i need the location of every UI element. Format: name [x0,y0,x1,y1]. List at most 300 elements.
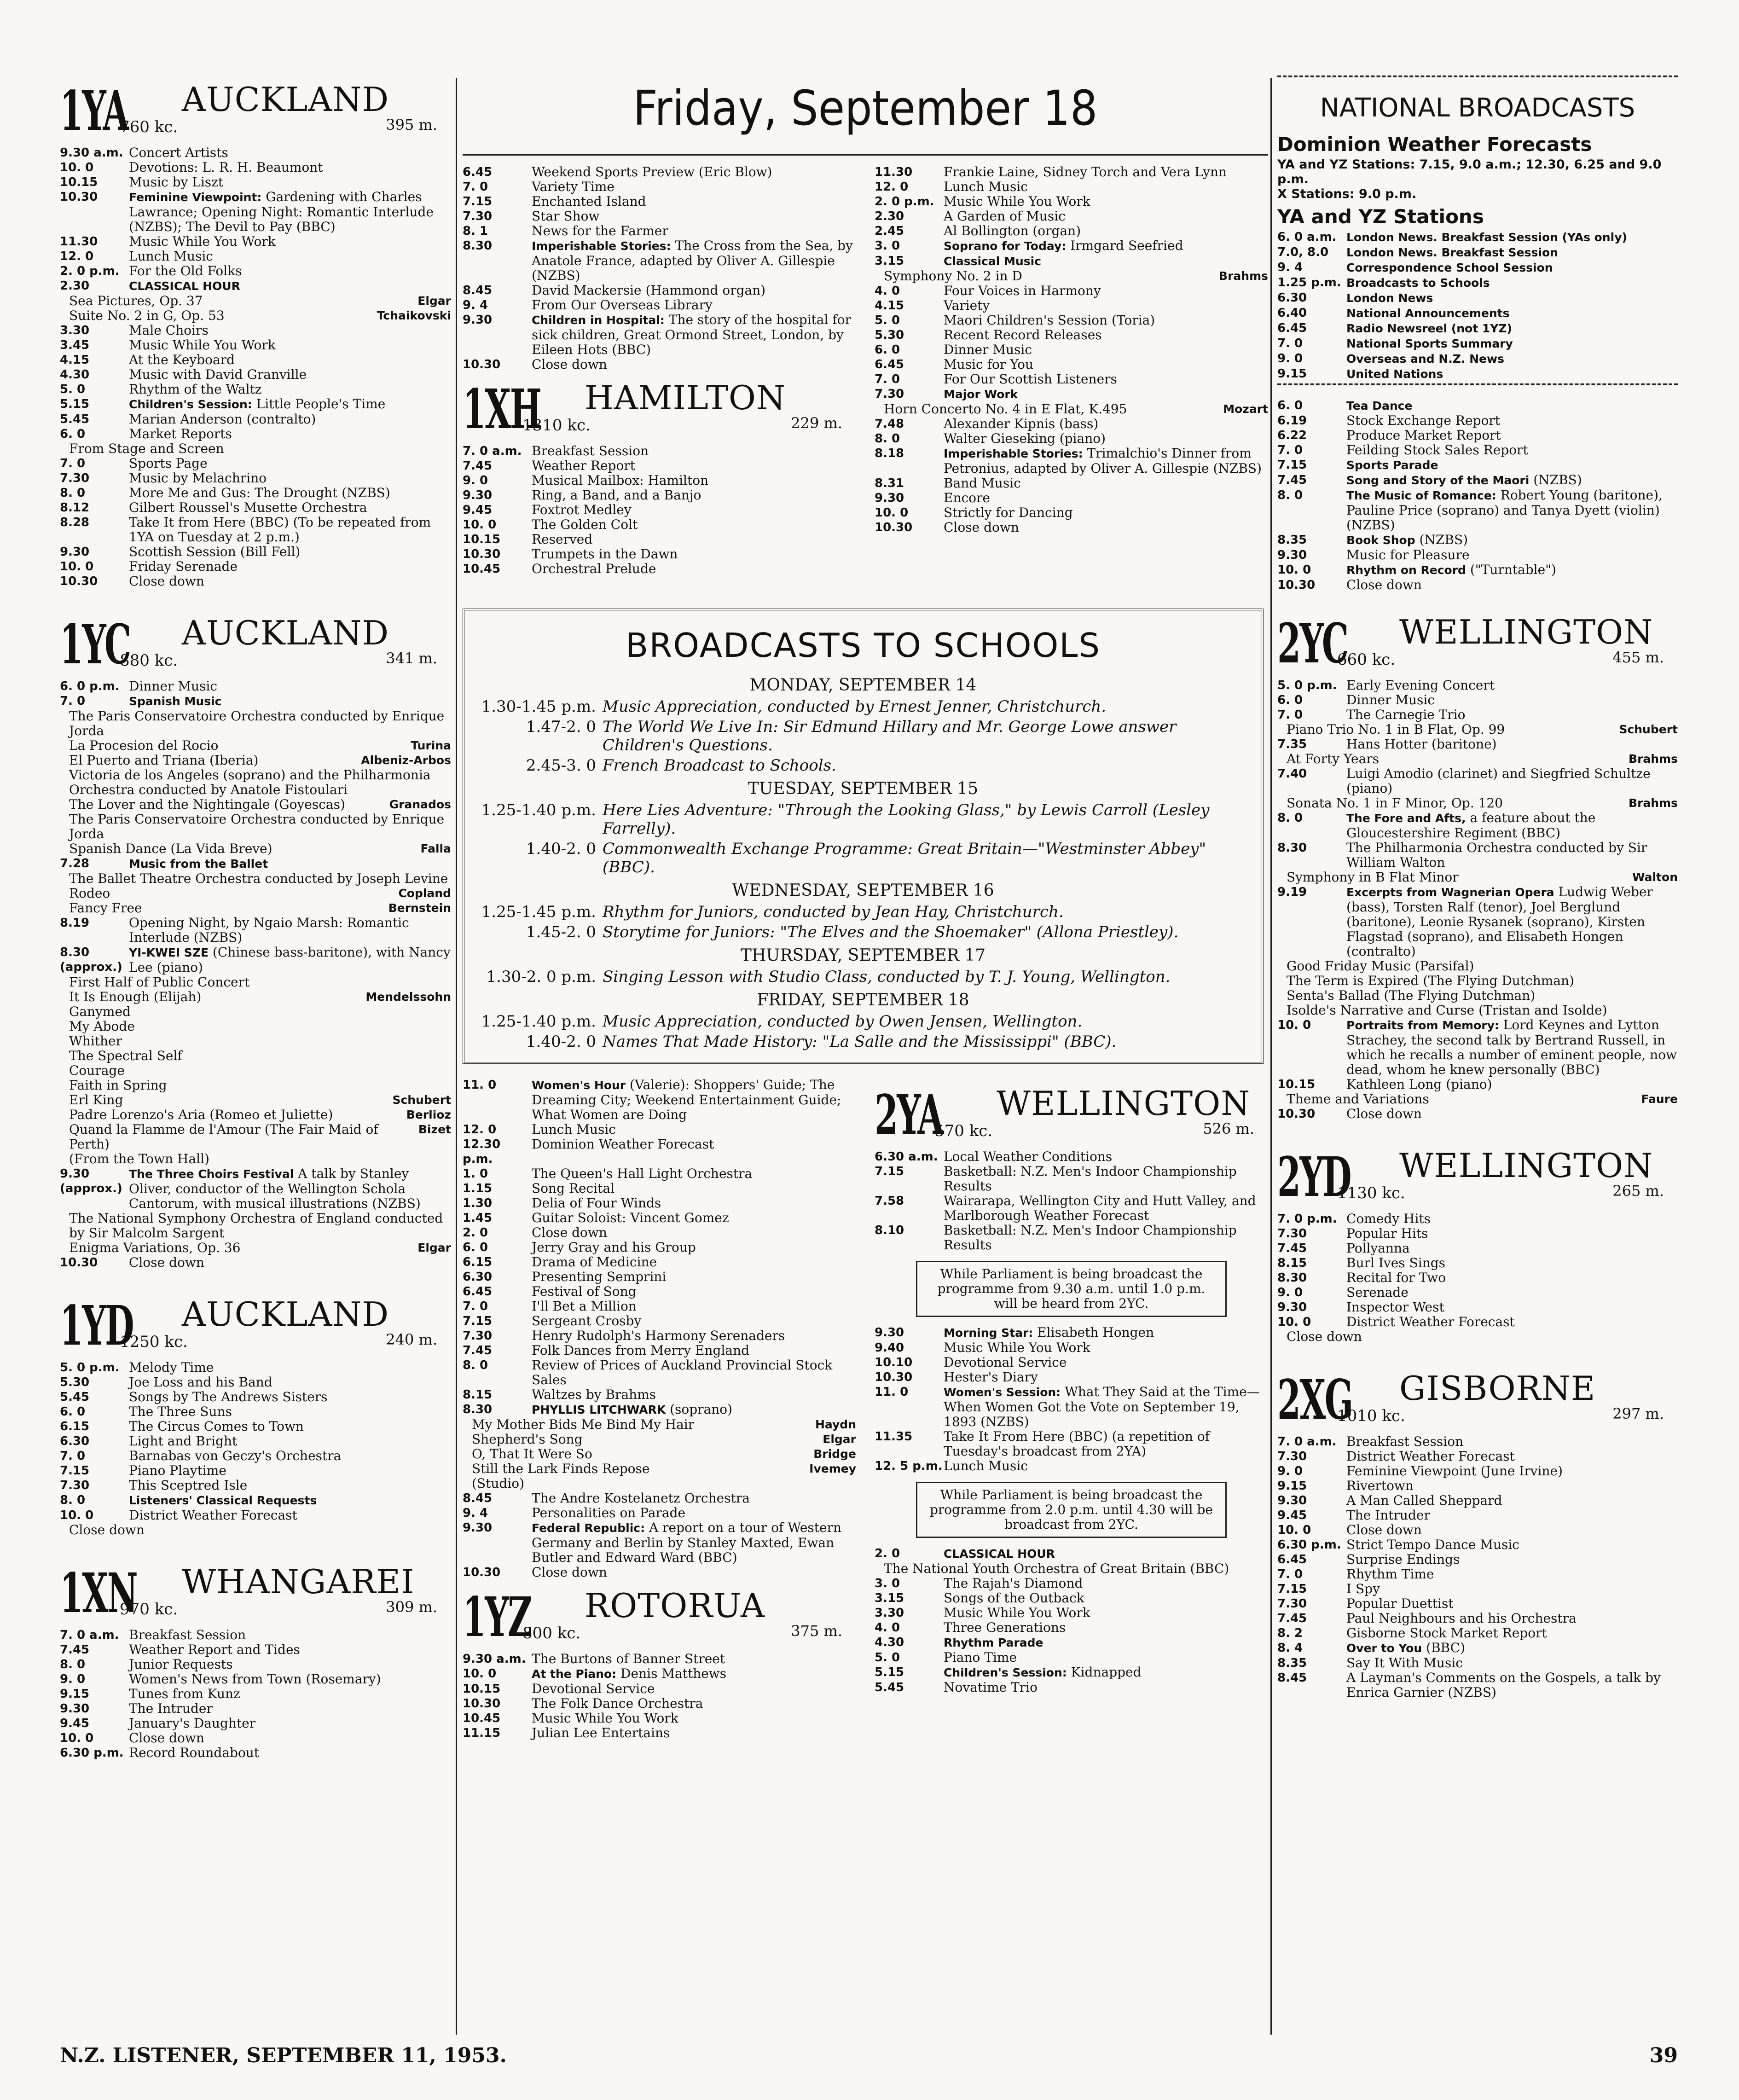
programme-time: 8.30 (approx.) [60,946,122,974]
programme-highlight: Spanish Music [129,695,222,708]
programme-highlight: At the Piano: [532,1667,617,1681]
programme-item [60,545,451,559]
programme-item [463,488,856,503]
composer: Haydn [815,1418,856,1431]
programme-time: 12. 0 [60,249,94,263]
programme-subitem [60,709,451,738]
page-footer [60,2044,1678,2067]
subitem-title: El Puerto and Triana (Iberia) [69,753,259,768]
programme-item [875,431,1268,446]
programme-item [463,503,856,517]
composer: Ivemey [809,1462,856,1475]
programme-title: Songs by The Andrews Sisters [129,1389,328,1404]
programme-highlight: Feminine Viewpoint: [129,191,262,204]
programme-title: Paul Neighbours and his Orchestra [1346,1611,1577,1626]
programme-time: 9.30 [875,1326,904,1340]
schools-description-text: French Broadcast to Schools. [603,756,836,775]
subitem-title: Still the Lark Finds Repose [472,1461,650,1476]
schools-description [603,1033,1245,1051]
column-middle [463,74,1268,1759]
programme-item [463,1166,856,1181]
page-title-text: Friday, September 18 [633,80,1098,136]
station-city: AUCKLAND [182,80,389,119]
programme-subitem [60,308,451,323]
station-city: GISBORNE [1399,1369,1596,1408]
programme-item [1277,413,1678,428]
programme-highlight: Listeners' Classical Requests [129,1494,317,1507]
programme-item [875,387,1268,402]
programme-subitem [1277,1092,1678,1107]
programme-time: 10.15 [463,1682,501,1696]
subitem-title: At Forty Years [1287,751,1380,766]
subitem-title: Theme and Variations [1287,1091,1429,1107]
programme-time: 10. 0 [1277,1018,1311,1032]
programme-time: 9. 0 [463,474,488,487]
programme-title: Frankie Laine, Sidney Torch and Vera Lynn [944,164,1227,180]
programme-time: 5. 0 p.m. [1277,679,1337,692]
programme-time: 7.30 [875,387,904,401]
programme-item [1277,290,1678,306]
programme-title: Music While You Work [129,234,276,249]
subitem-title: Piano Trio No. 1 in B Flat, Op. 99 [1287,722,1505,737]
station-section [1277,606,1678,1121]
programme-time: 6.45 [463,1285,493,1299]
programme-time: 7.15 [875,1165,904,1178]
subitem-title: It Is Enough (Elijah) [69,989,202,1004]
station-section [463,372,856,576]
programme-highlight: Book Shop [1346,534,1415,547]
programme-time: 7.28 [60,857,90,870]
programme-item [463,1314,856,1328]
programme-title: Weather Report and Tides [129,1642,300,1657]
decorative-rule [1277,383,1678,392]
programme-highlight: Children's Session: [944,1666,1067,1679]
programme-title: YI-KWEI SZE (Chinese bass-baritone), with Nancy Lee (piano) [129,945,451,975]
station-call-sign: 1YC [60,612,130,676]
programme-subitem [463,1417,856,1432]
programme-title: Portraits from Memory: Lord Keynes and Lytton Strachey, the second talk by Bertrand Russell, in which he recalls a number of eminent people, now dead, whom he knew personally (BBC) [1346,1017,1677,1077]
programme-item [875,224,1268,238]
station-section [463,1580,856,1740]
programme-item [1277,1596,1678,1611]
programme-title: Folk Dances from Merry England [532,1343,750,1358]
schools-time: 1.47-2. 0 [526,718,596,736]
programme-title: Take It From Here (BBC) (a repetition of Tuesday's broadcast from 2YA) [944,1429,1210,1459]
programme-title: Devotional Service [944,1355,1067,1370]
programme-item [875,1546,1268,1561]
station-call-sign: 1XN [60,1561,137,1625]
station-header [60,1288,451,1357]
programme-item [1277,275,1678,290]
programme-item [60,264,451,278]
programme-item [875,328,1268,342]
programme-title: Al Bollington (organ) [944,223,1081,238]
programme-title: Pollyanna [1346,1241,1410,1256]
programme-title: January's Daughter [129,1716,256,1731]
subitem-title: (Studio) [472,1476,525,1491]
programme-item [60,679,451,694]
programme-item [875,476,1268,491]
programme-time: 5. 0 [875,313,900,327]
programme-title: Stock Exchange Report [1346,413,1500,428]
programme-item [60,515,451,545]
programme-time: 6.15 [463,1255,493,1269]
programme-time: 8.35 [1277,1656,1307,1670]
programme-highlight: Portraits from Memory: [1346,1019,1499,1032]
programme-title: Lunch Music [532,1122,616,1137]
station-frequency: 570 kc. [934,1122,993,1140]
programme-title: The Intruder [1346,1508,1430,1523]
subitem-title: Courage [69,1063,125,1078]
programme-time: 8.45 [463,284,493,297]
programme-subitem [60,1108,451,1122]
programme-item [1277,578,1678,592]
programme-title: Breakfast Session [1346,1434,1464,1449]
station-wavelength: 455 m. [1612,649,1664,666]
programme-item [1277,548,1678,563]
programme-title: Delia of Four Winds [532,1195,661,1211]
schools-time: 2.45-3. 0 [526,756,596,775]
programme-item [1277,1226,1678,1241]
subitem-title: Padre Lorenzo's Aria (Romeo et Juliette) [69,1107,333,1122]
station-wavelength: 395 m. [386,116,437,133]
programme-time: 9. 4 [463,298,488,312]
programme-time: 9. 4 [463,1506,488,1520]
programme-item [1277,737,1678,752]
composer: Bridge [813,1447,856,1461]
schools-entry [481,718,1245,754]
programme-time: 7.30 [1277,1597,1307,1611]
subitem-title: The Paris Conservatoire Orchestra conducted by Enrique Jorda [69,812,445,841]
composer: Mendelssohn [365,990,451,1004]
programme-time: 10.15 [1277,1078,1316,1091]
programme-title: Feilding Stock Sales Report [1346,442,1528,458]
programme-title: Close down [944,520,1019,535]
programme-item [875,313,1268,328]
station-wavelength: 526 m. [1203,1120,1254,1137]
programme-item [60,471,451,486]
programme-item [875,1385,1268,1429]
programme-time: 7.30 [60,471,90,485]
subitem-title: Shepherd's Song [472,1432,583,1447]
programme-item [463,283,856,298]
programme-item [875,1149,1268,1164]
programme-title: Popular Hits [1346,1226,1428,1241]
programme-item [463,1284,856,1299]
programme-title: The Queen's Hall Light Orchestra [532,1166,753,1181]
programme-highlight: Sports Parade [1346,458,1438,472]
station-call-sign: 1YZ [463,1585,532,1649]
programme-time: 5.30 [60,1375,90,1389]
station-frequency: 800 kc. [522,1624,581,1642]
programme-time: 8.28 [60,516,90,529]
programme-time: 10.30 [1277,578,1316,592]
programme-item [463,1196,856,1211]
programme-item [60,1628,451,1642]
programme-time: 8.12 [60,501,90,515]
station-city: HAMILTON [585,378,786,417]
programme-subitem [1277,870,1678,885]
schools-description [603,756,1245,775]
programme-title: Jerry Gray and his Group [532,1240,696,1255]
programme-highlight: National Sports Summary [1346,337,1513,350]
programme-title [1346,230,1678,245]
programme-title: Tunes from Kunz [129,1686,240,1701]
programme-time: 8.30 [463,1403,493,1416]
subitem-title: Sonata No. 1 in F Minor, Op. 120 [1287,795,1503,811]
schools-description [603,1012,1245,1031]
programme-item [1277,1508,1678,1523]
programme-time: 7. 0 a.m. [1277,1435,1337,1449]
programme-time: 10. 0 [463,518,497,532]
programme-subitem [1277,752,1678,766]
programme-item [60,1390,451,1404]
programme-item [463,1299,856,1314]
programme-time: 5.15 [875,1665,904,1679]
programme-title: Close down [532,1225,607,1240]
schools-day: WEDNESDAY, SEPTEMBER 16 [732,881,994,900]
stations-heading: YA and YZ Stations [1277,205,1484,228]
programme-item [875,180,1268,194]
programme-item [60,1493,451,1508]
programme-title: A Man Called Sheppard [1346,1493,1502,1508]
programme-subitem [463,1476,856,1491]
programme-title: Basketball: N.Z. Men's Indoor Championship Results [944,1223,1237,1253]
schools-entry [481,923,1245,941]
station-header [463,1580,856,1649]
programme-time: 9.45 [1277,1508,1307,1522]
programme-time: 10.30 [60,190,98,204]
programme-subitem [875,402,1268,417]
programme-title: Joe Loss and his Band [129,1375,272,1390]
programme-item [1277,1300,1678,1315]
schools-day: TUESDAY, SEPTEMBER 15 [748,779,979,798]
programme-time: 7.30 [60,1479,90,1492]
programme-time: 2. 0 [875,1547,900,1560]
station-city: WHANGAREI [182,1562,415,1601]
schools-entry [481,840,1245,876]
programme-subitem [60,1523,451,1537]
programme-title: Piano Playtime [129,1463,226,1478]
programme-highlight: Major Work [944,388,1018,401]
programme-time: 3. 0 [875,239,900,253]
subitem-title: Symphony No. 2 in D [884,268,1022,284]
programme-item [1277,1018,1678,1077]
station-wavelength: 297 m. [1612,1405,1664,1422]
schools-description [603,697,1245,716]
programme-time: 1.45 [463,1211,493,1225]
programme-highlight: The Three Choirs Festival [129,1167,294,1181]
programme-highlight: Imperishable Stories: [944,447,1083,460]
programme-time: 10. 0 [463,1667,497,1681]
programme-highlight: Women's Hour [532,1079,626,1092]
programme-item [1277,366,1678,382]
programme-title: Opening Night, by Ngaio Marsh: Romantic Interlude (NZBS) [129,915,409,945]
programme-time: 8. 2 [1277,1626,1303,1640]
programme-item [60,945,451,975]
schools-entry [481,1033,1245,1051]
programme-time: 8.18 [875,447,904,460]
programme-item [60,338,451,353]
schools-time: 1.25-1.40 p.m. [481,1012,596,1031]
programme-title: Encore [944,490,990,505]
programme-item [60,190,451,234]
schools-time: 1.45-2. 0 [526,923,596,941]
programme-time: 9.30 [463,1521,493,1535]
programme-item [463,357,856,372]
programme-title: Male Choirs [129,323,209,338]
programme-time: 9.45 [60,1717,90,1730]
subitem-title: Rodeo [69,886,110,901]
programme-time: 10.30 [463,547,501,561]
programme-subitem [1277,988,1678,1003]
programme-item [463,532,856,547]
programme-time: 10.15 [60,175,98,189]
programme-subitem [463,1432,856,1447]
programme-time: 8.10 [875,1224,904,1237]
programme-title [944,254,1268,269]
programme-title: Band Music [944,476,1021,491]
subitem-title: The Spectral Self [69,1048,182,1063]
programme-time: 8.15 [1277,1256,1307,1270]
programme-title: Imperishable Stories: Trimalchio's Dinner from Petronius, adapted by Oliver A. Gillespie (NZBS) [944,446,1262,476]
programme-time: 10.30 [875,521,913,534]
programme-item [875,1194,1268,1223]
subitem-title: Close down [69,1522,145,1537]
column-rule [1270,78,1272,2035]
programme-item [875,1459,1268,1473]
middle-top-right [875,165,1268,595]
station-header [60,74,451,143]
programme-time: 7.45 [1277,1612,1307,1625]
programme-item [60,1701,451,1716]
programme-item [463,1506,856,1520]
programme-item [60,1434,451,1449]
programme-item [60,1449,451,1463]
programme-title: Devotional Service [532,1681,655,1696]
programme-time: 11. 0 [875,1385,909,1399]
station-wavelength: 309 m. [386,1598,437,1616]
schools-description-text: Commonwealth Exchange Programme: Great Britain—"Westminster Abbey" (BBC). [603,840,1206,876]
programme-time: 10.45 [463,1711,501,1725]
programme-title: Hans Hotter (baritone) [1346,737,1497,752]
programme-item [60,1746,451,1760]
composer: Elgar [417,1241,451,1254]
programme-item [1277,443,1678,458]
schools-time: 1.40-2. 0 [526,1033,596,1051]
programme-item [1277,321,1678,336]
programme-time: 6.30 [463,1270,493,1284]
programme-time: 6.30 [1277,291,1307,305]
schools-time: 1.40-2. 0 [526,840,596,858]
composer: Copland [398,887,451,900]
programme-title: Music While You Work [129,337,276,353]
programme-item [875,505,1268,520]
programme-title: Burl Ives Sings [1346,1255,1446,1270]
programme-time: 8.45 [463,1491,493,1505]
programme-item [463,180,856,194]
programme-subitem [60,753,451,768]
programme-item [875,1665,1268,1680]
programme-time: 5.15 [60,397,90,411]
programme-title: Three Generations [944,1620,1066,1635]
programme-highlight: Radio Newsreel (not 1YZ) [1346,322,1512,335]
schools-day: FRIDAY, SEPTEMBER 18 [757,991,969,1009]
programme-highlight: United Nations [1346,367,1443,381]
programme-time: 4.30 [60,368,90,382]
schools-description-text: Music Appreciation, conducted by Owen Jensen, Wellington. [603,1012,1083,1031]
programme-title: Close down [129,1730,204,1746]
programme-title: Rivertown [1346,1478,1414,1493]
programme-title: Recital for Two [1346,1270,1446,1285]
programme-title: The Fore and Afts, a feature about the Gloucestershire Regiment (BBC) [1346,810,1596,841]
programme-highlight: The Fore and Afts, [1346,812,1466,825]
programme-item [463,1343,856,1358]
programme-item [875,1606,1268,1620]
station-frequency: 760 kc. [120,118,178,136]
programme-highlight: Soprano for Today: [944,239,1067,253]
composer: Tchaikovski [377,309,451,322]
programme-title: The Golden Colt [532,517,638,532]
station-city: WELLINGTON [1399,1146,1653,1185]
programme-item [1277,1315,1678,1329]
programme-time: 8. 4 [1277,1641,1303,1655]
programme-time: 4. 0 [875,1621,900,1635]
programme-time: 10. 0 [60,1731,94,1745]
programme-title: Inspector West [1346,1299,1444,1315]
programme-item [463,1652,856,1666]
programme-item [60,367,451,382]
programme-title: Four Voices in Harmony [944,283,1101,298]
programme-item [463,1137,856,1166]
station-header [463,372,856,441]
programme-title: Over to You (BBC) [1346,1640,1465,1655]
programme-title: Soprano for Today: Irmgard Seefried [944,238,1183,253]
programme-time: 10. 0 [1277,1315,1311,1329]
programme-title: Festival of Song [532,1284,637,1299]
programme-time: 4.15 [60,353,90,367]
programme-item [1277,245,1678,260]
programme-title: Music for Pleasure [1346,547,1470,563]
programme-title [1346,351,1678,366]
programme-item [463,1240,856,1255]
subitem-title: The Paris Conservatoire Orchestra conducted by Enrique Jorda [69,708,445,738]
programme-time: 9.30 [60,1702,90,1716]
programme-title: Local Weather Conditions [944,1149,1113,1164]
programme-item [875,1620,1268,1635]
programme-title: Gisborne Stock Market Report [1346,1625,1547,1641]
programme-item [1277,336,1678,351]
programme-item [463,1358,856,1387]
programme-time: 9.30 (approx.) [60,1167,122,1195]
programme-title: Music While You Work [944,1605,1090,1620]
programme-item [1277,428,1678,443]
programme-item [60,1255,451,1270]
programme-item [60,1642,451,1657]
programme-title: Marian Anderson (contralto) [129,412,316,427]
programme-item [875,357,1268,372]
programme-title: Guitar Soloist: Vincent Gomez [532,1210,729,1225]
programme-title [1346,366,1678,382]
programme-title: The Music of Romance: Robert Young (baritone), Pauline Price (soprano) and Tanya Dyett (violin) (NZBS) [1346,487,1663,533]
programme-time: 5.45 [60,1390,90,1404]
programme-time: 10.30 [875,1370,913,1384]
programme-title: Popular Duettist [1346,1596,1454,1611]
programme-title: This Sceptred Isle [129,1478,248,1493]
programme-title: Children's Session: Little People's Time [129,396,386,412]
programme-time: 7.35 [1277,737,1307,751]
programme-time: 4. 0 [875,284,900,298]
